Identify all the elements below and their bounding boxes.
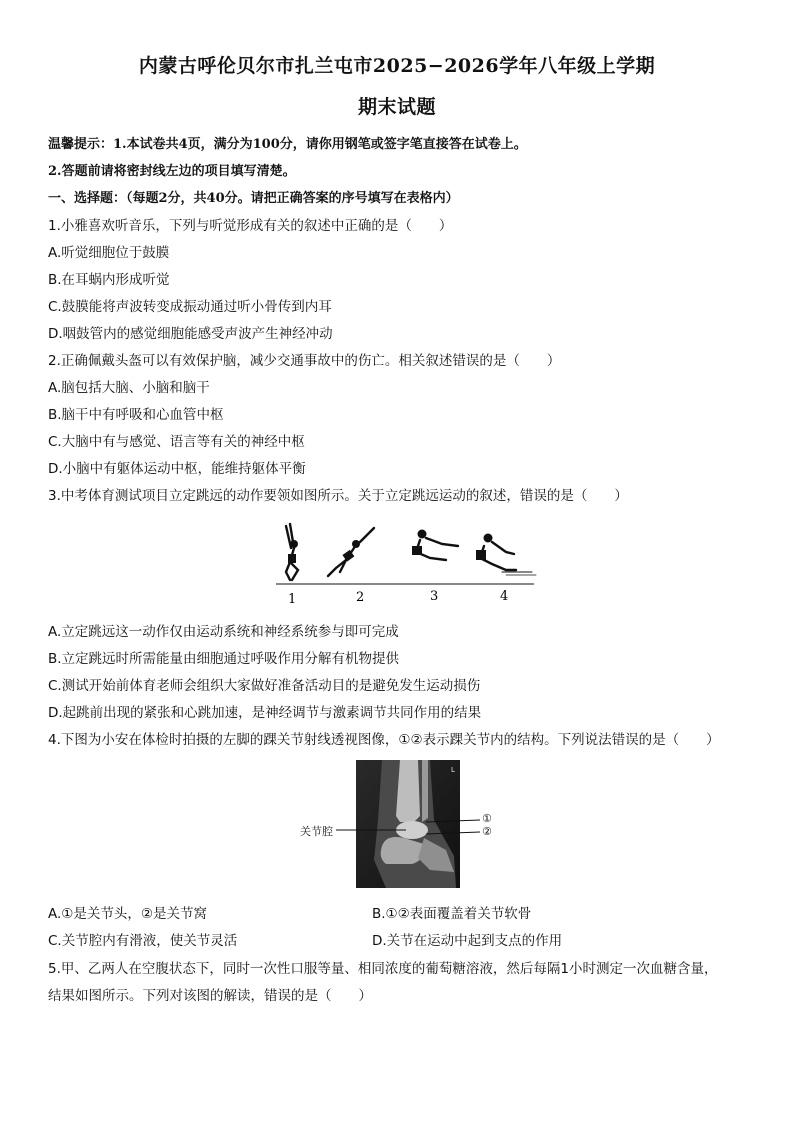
question-2-option-b: B.脑干中有呼吸和心血管中枢 (48, 407, 224, 423)
question-5-stem-line-2: 结果如图所示。下列对该图的解读，错误的是（ ） (48, 988, 372, 1004)
jump-label-3: 3 (430, 589, 439, 604)
question-2-option-c: C.大脑中有与感觉、语言等有关的神经中枢 (48, 434, 305, 450)
question-2-stem: 2.正确佩戴头盔可以有效保护脑，减少交通事故中的伤亡。相关叙述错误的是（ ） (48, 353, 561, 369)
section-heading: 一、选择题：（每题2分，共40分。请把正确答案的序号填写在表格内） (48, 191, 459, 206)
jump-label-2: 2 (356, 590, 365, 605)
structure-1-pointer (426, 820, 480, 822)
exam-subtitle: 期末试题 (357, 96, 436, 118)
question-3-option-d: D.起跳前出现的紧张和心跳加速，是神经调节与激素调节共同作用的结果 (48, 705, 482, 721)
structure-2-pointer (426, 832, 480, 834)
notice-line-1: 温馨提示：1.本试卷共4页，满分为100分，请你用钢笔或签字笔直接答在试卷上。 (48, 137, 527, 152)
question-5-stem-line-1: 5.甲、乙两人在空腹状态下，同时一次性口服等量、相同浓度的葡萄糖溶液，然后每隔1小时测定一次血糖含量， (48, 961, 718, 977)
question-2-option-a: A.脑包括大脑、小脑和脑干 (48, 380, 210, 396)
joint-cavity-label: 关节腔 (300, 825, 333, 838)
question-4-option-a: A.①是关节头，②是关节窝 (48, 906, 207, 922)
question-1-option-a: A.听觉细胞位于鼓膜 (48, 245, 170, 261)
jump-label-1: 1 (288, 592, 297, 607)
jump-illustration (270, 518, 540, 610)
question-1-option-b: B.在耳蜗内形成听觉 (48, 272, 170, 288)
question-4-option-c: C.关节腔内有滑液，使关节灵活 (48, 933, 238, 949)
question-2-option-d: D.小脑中有躯体运动中枢，能维持躯体平衡 (48, 461, 306, 477)
question-3-stem: 3.中考体育测试项目立定跳远的动作要领如图所示。关于立定跳远运动的叙述，错误的是（ ） (48, 488, 628, 504)
structure-1-label: ① (482, 812, 492, 825)
exam-title: 内蒙古呼伦贝尔市扎兰屯市2025−2026学年八年级上学期 (138, 55, 656, 77)
question-1-option-d: D.咽鼓管内的感觉细胞能感受声波产生神经冲动 (48, 326, 333, 342)
question-4-option-b: B.①②表面覆盖着关节软骨 (372, 906, 532, 922)
question-3-option-c: C.测试开始前体育老师会组织大家做好准备活动目的是避免发生运动损伤 (48, 678, 481, 694)
jumper-pose-3 (412, 530, 458, 561)
structure-2-label: ② (482, 825, 492, 838)
question-4-stem: 4.下图为小安在体检时拍摄的左脚的踝关节射线透视图像，①②表示踝关节内的结构。下列说法错误的是（ ） (48, 732, 720, 748)
question-1-stem: 1.小雅喜欢听音乐，下列与听觉形成有关的叙述中正确的是（ ） (48, 218, 453, 234)
question-3-option-b: B.立定跳远时所需能量由细胞通过呼吸作用分解有机物提供 (48, 651, 400, 667)
question-4-option-d: D.关节在运动中起到支点的作用 (372, 933, 563, 949)
xray-corner-mark: L (451, 766, 455, 774)
ankle-xray-figure (296, 760, 506, 892)
question-1-option-c: C.鼓膜能将声波转变成振动通过听小骨传到内耳 (48, 299, 332, 315)
jumper-pose-4 (476, 534, 536, 576)
jump-label-4: 4 (500, 589, 509, 604)
jumper-pose-1 (286, 524, 298, 580)
standing-long-jump-figure (270, 518, 540, 610)
notice-line-2: 2.答题前请将密封线左边的项目填写清楚。 (48, 164, 296, 179)
question-3-option-a: A.立定跳远这一动作仅由运动系统和神经系统参与即可完成 (48, 624, 399, 640)
jumper-pose-2 (328, 528, 374, 576)
